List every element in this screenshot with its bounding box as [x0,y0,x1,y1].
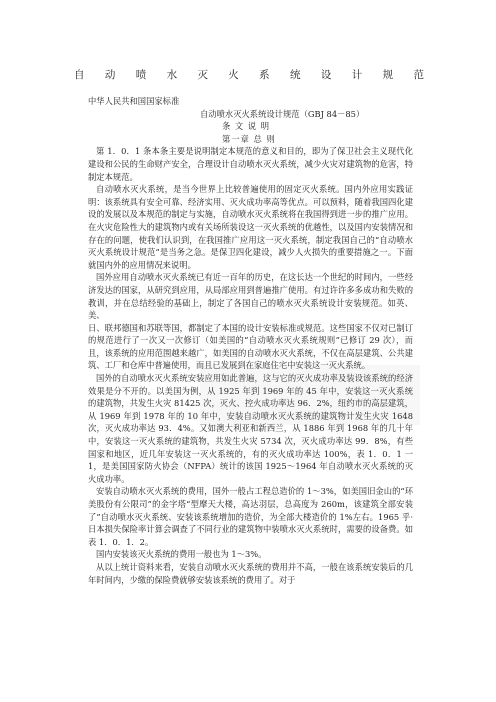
title-char: 范 [413,69,424,81]
body-paragraph: 中华人民共和国国家标准 [88,96,180,106]
title-char: 系 [259,69,270,81]
body-paragraph: 国外的自动喷水灭火系统安装应用如此普遍，这与它的灭火成功率及装设该系统的经济效果是分不开的。以美国为例，从 1925 年到 1969 年的 45 年中，安装这一灭火系统的建筑物，共发生火灾 81425 次，灭火、控火成功率达 96．2%，纽约市的高层建筑，从 1969 年到 1978 年的 10 年中，安装自动喷水灭火系统的建筑物计发生火灾 1648 次，灭火成功率达 93．4%。又如澳大利亚和新西兰，从 1886 年到 1968 年的几十年中，安装这一灭火系统的建筑物，共发生火灾 5734 次，灭火成功率达 99．8%，有些国家和地区，近几年安装这一灭火系统的，有的灭火成功率达 100%，表 1．0．1 一 1，是美国国家防火协会（NFPA）统计的该国 1925～1964 年自动喷水灭火系统的灭火成功率。 [88,373,413,484]
title-char: 火 [228,69,239,81]
body-paragraph: 日、联邦德国和苏联等国，都制定了本国的设计安装标准或规范。这些国家不仅对已制订的规范进行了一次又一次修订（如美国的“自动喷水灭火系统规则”已修订 29 次），而且，该系统的应用范围越来越广，如美国的自动喷水灭火系统，不仅在高层建筑、公共建筑、工厂和仓库中普遍使用，而且已发展到在家庭住宅中安装这一灭火系统。 [88,322,413,371]
title-char: 灭 [197,69,208,81]
body-paragraph: 从以上统计资料来看，安装自动喷水灭火系统的费用并不高，一般在该系统安装后的几年时间内，少缴的保险费就够安装该系统的费用了。对于 [88,561,413,585]
section-heading: 自动喷水灭火系统设计规范（GBJ 84－85） [200,108,365,119]
document-title [74,67,424,81]
title-char: 统 [290,69,301,81]
title-char: 自 [74,69,85,81]
title-char: 水 [166,69,178,81]
title-char: 计 [351,69,363,81]
document-body [88,95,413,586]
section-heading: 第一章 总 则 [222,133,276,144]
body-paragraph: 国内安装该灭火系统的费用一般也为 1～3%。 [96,549,267,560]
section-heading: 条 文 说 明 [222,121,271,132]
title-char: 设 [320,69,332,81]
body-paragraph: 自动喷水灭火系统，是当今世界上比较普遍使用的固定灭火系统。国内外应用实践证明：该系统具有安全可靠、经济实用、灭火成功率高等优点。可以预料，随着我国四化建设的发展以及本规范的制定与实施，自动喷水灭火系统将在我国得到进一步的推广应用。在火灾危险性大的建筑物内或有关场所装设这一灭火系统的优越性，以及国内安装情况和存在的问题，使我们认识到，在我国推广应用这一灭火系统，制定我国自己的“自动喷水灭火系统设计规范”是当务之急。是保卫四化建设，减少人火损失的重要措施之一。下面就国内外的应用情况来说明。 [88,184,413,270]
body-paragraph: 第 1．0．1 条本条主要是说明制定本规范的意义和目的，即为了保卫社会主义现代化建设和公民的生命财产安全，合理设计自动喷水灭火系统，减少火灾对建筑物的危害，特制定本规范。 [88,146,413,182]
body-paragraph: 安装自动喷水灭火系统的费用，国外一般占工程总造价的 1～3%，如美国旧金山的“环美股份有公限司”的金字塔“型摩天大楼，高达羽层，总高度为 260m，该建筑全部安装了”自动喷水灭火系统、安装该系统增加的造价，为全部大楼造价的 1%左右。1965 乎·日本损失保险率计算会调查了不同行业的建筑物中装喷水灭火系统时，需要的设备费。如表 1．0．1．2。 [88,486,413,547]
body-paragraph: 国外应用自动喷水灭火系统已有近一百年的历史，在这长达一个世纪的时间内，一些经济发达的国家，从研究到应用，从局部应用到普遍推广使用。有过许许多多成功和失败的教训，并在总结经验的基础上，制定了各国自己的喷水灭火系统设计安装规范。如英、美、 [88,272,413,321]
title-char: 动 [104,69,116,81]
title-char: 喷 [135,69,147,81]
title-char: 规 [382,69,394,81]
